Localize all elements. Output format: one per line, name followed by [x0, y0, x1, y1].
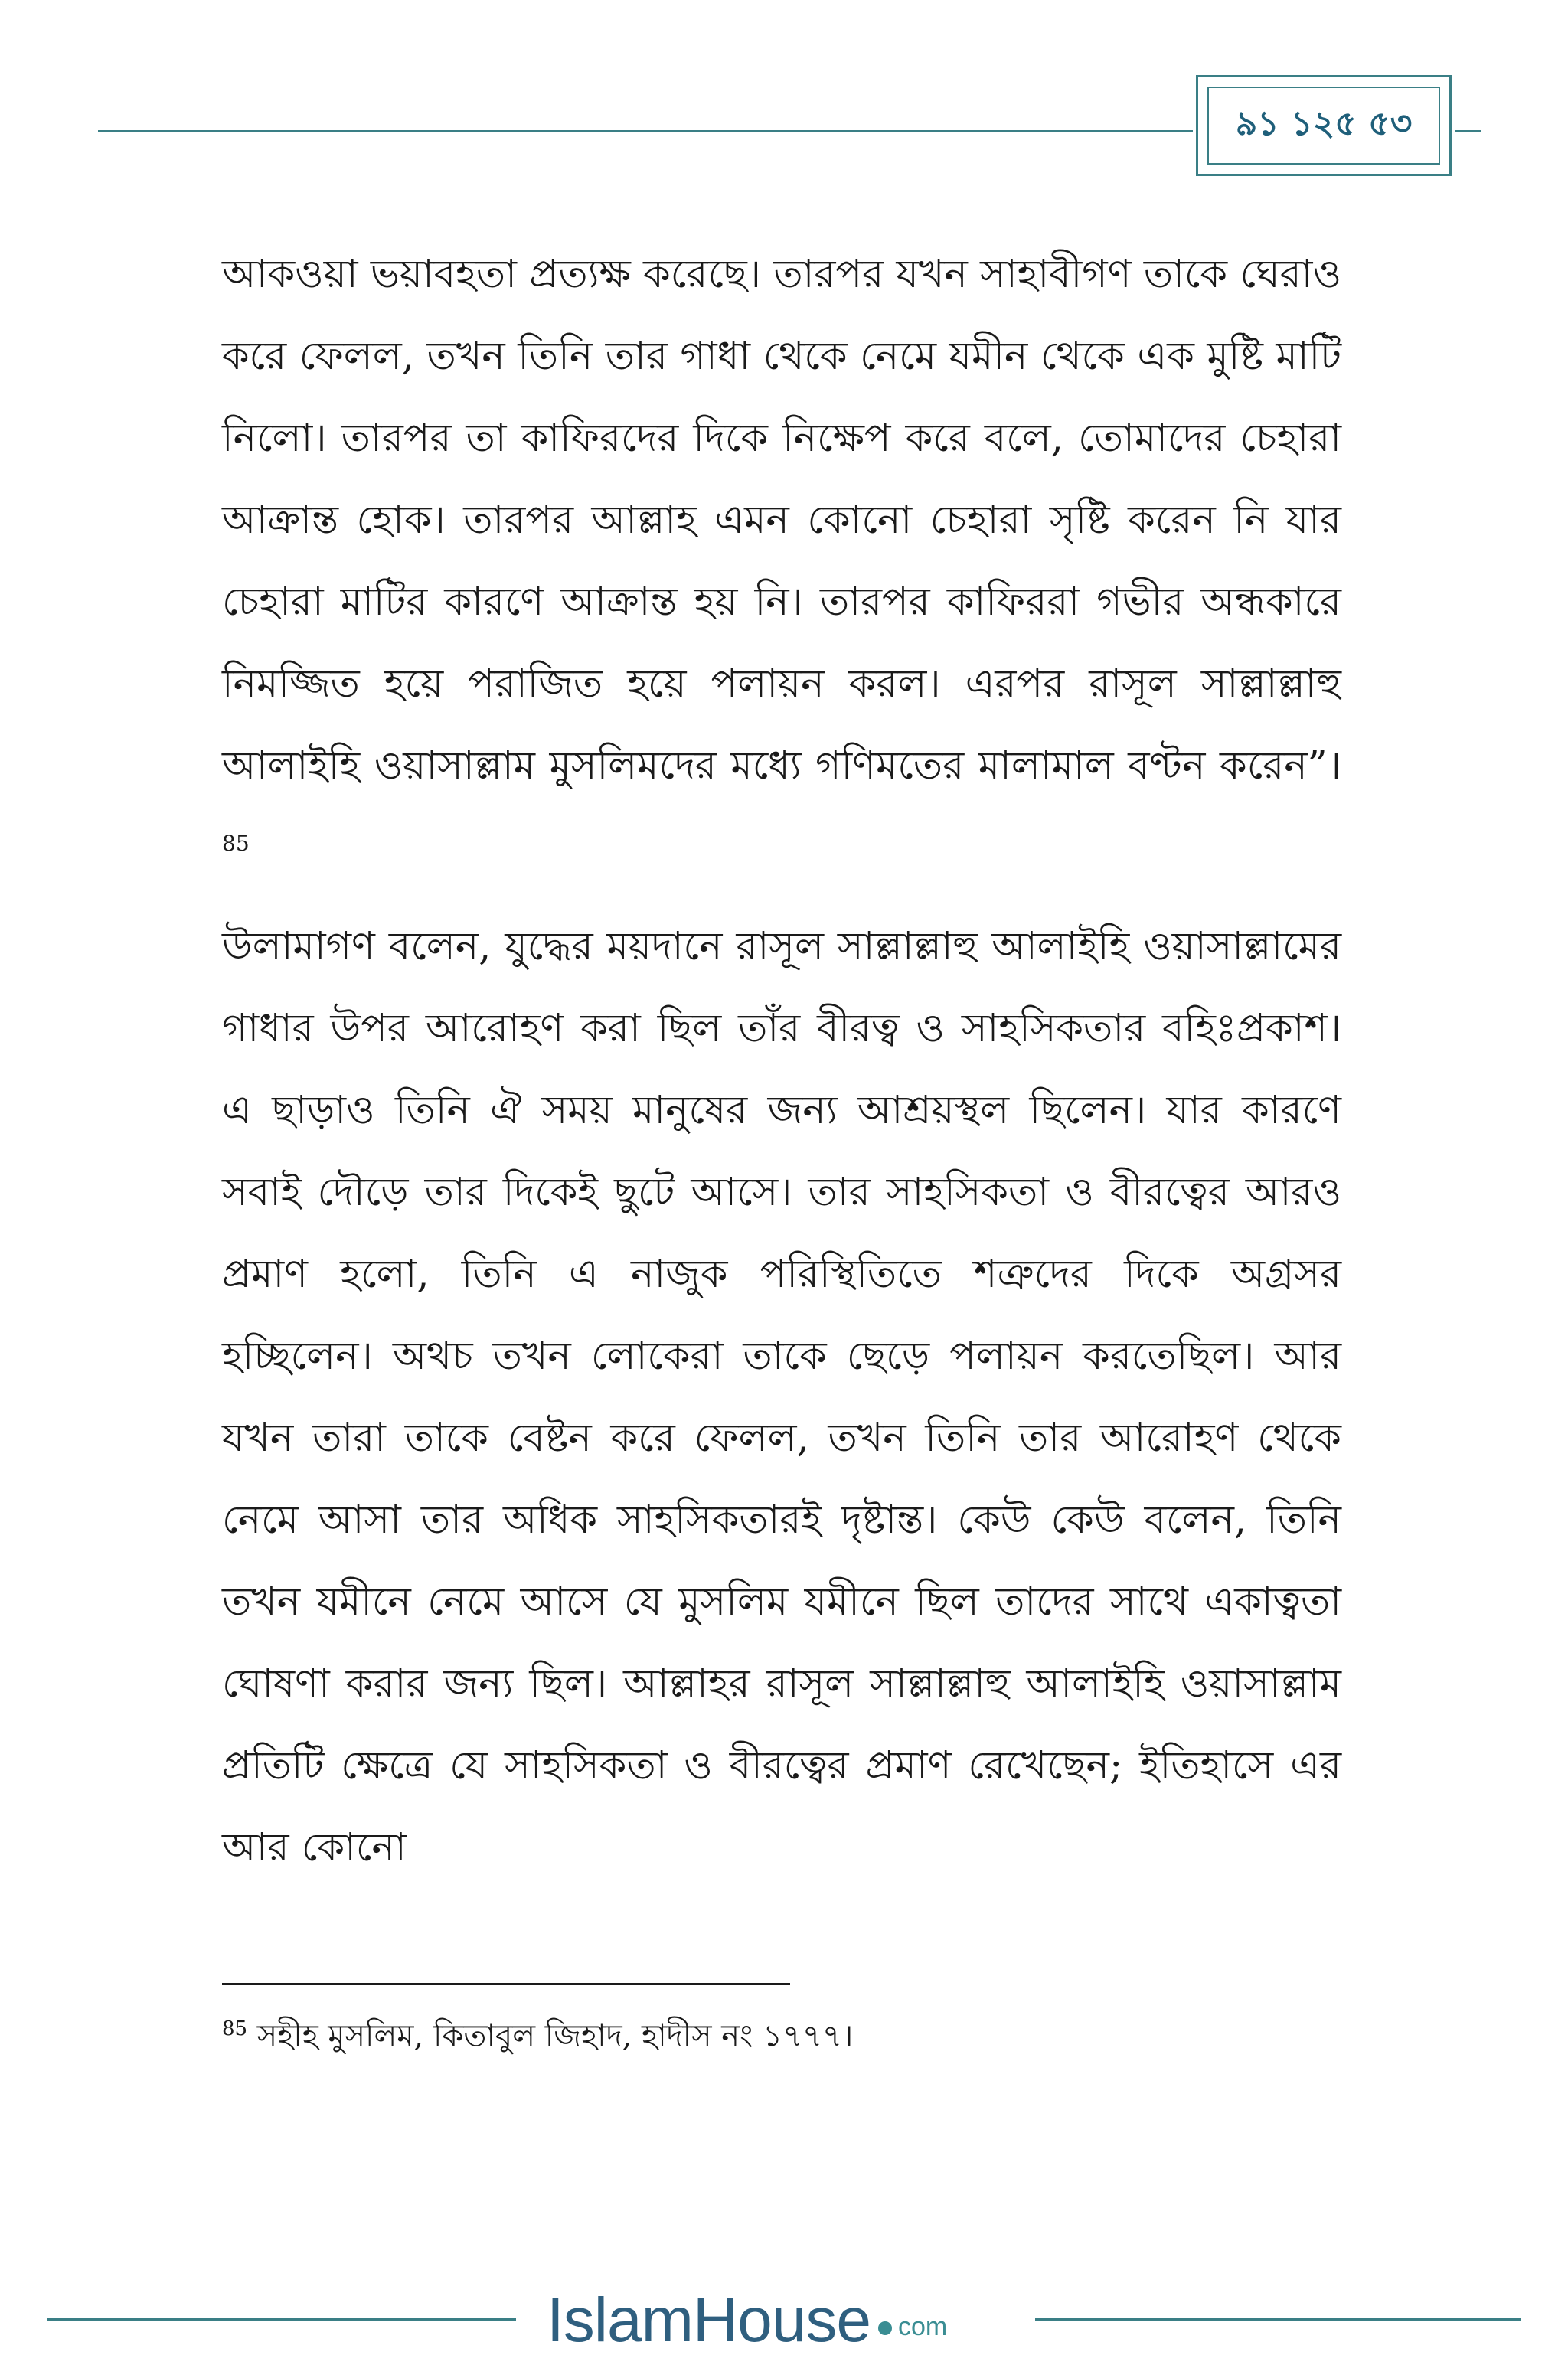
- brand-tld: com: [897, 2312, 948, 2341]
- footer-rule-left: [47, 2318, 516, 2321]
- paragraph-2-text: উলামাগণ বলেন, যুদ্ধের ময়দানে রাসূল সাল্লাল্লাহু আলাইহি ওয়াসাল্লামের গাধার উপর আরোহণ করা ছিল তাঁর বীরত্ব ও সাহসিকতার বহিঃপ্রকাশ। এ ছাড়াও তিনি ঐ সময় মানুষের জন্য আশ্রয়স্থল ছিলেন। যার কারণে সবাই দৌড়ে তার দিকেই ছুটে আসে। তার সাহসিকতা ও বীরত্বের আরও প্রমাণ হলো, তিনি এ নাজুক পরিস্থিতিতে শত্রুদের দিকে অগ্রসর হচ্ছিলেন। অথচ তখন লোকেরা তাকে ছেড়ে পলায়ন করতেছিল। আর যখন তারা তাকে বেষ্টন করে ফেলল, তখন তিনি তার আরোহণ থেকে নেমে আসা তার অধিক সাহসিকতারই দৃষ্টান্ত। কেউ কেউ বলেন, তিনি তখন যমীনে নেমে আসে যে মুসলিম যমীনে ছিল তাদের সাথে একাত্বতা ঘোষণা করার জন্য ছিল। আল্লাহর রাসূল সাল্লাল্লাহু আলাইহি ওয়াসাল্লাম প্রতিটি ক্ষেত্রে যে সাহসিকতা ও বীরত্বের প্রমাণ রেখেছেন; ইতিহাসে এর আর কোনো: [222, 924, 1341, 1870]
- footnote-reference[interactable]: 85: [222, 831, 250, 856]
- paragraph-1-text: আকওয়া ভয়াবহতা প্রত্যক্ষ করেছে। তারপর যখন সাহাবীগণ তাকে ঘেরাও করে ফেলল, তখন তিনি তার গাধা থেকে নেমে যমীন থেকে এক মুষ্টি মাটি নিলো। তারপর তা কাফিরদের দিকে নিক্ষেপ করে বলে, তোমাদের চেহারা আক্রান্ত হোক। তারপর আল্লাহ এমন কোনো চেহারা সৃষ্টি করেন নি যার চেহারা মাটির কারণে আক্রান্ত হয় নি। তারপর কাফিররা গভীর অন্ধকারে নিমজ্জিত হয়ে পরাজিত হয়ে পলায়ন করল। এরপর রাসূল সাল্লাল্লাহু আলাইহি ওয়াসাল্লাম মুসলিমদের মধ্যে গণিমতের মালামাল বণ্টন করেন”।: [222, 252, 1341, 789]
- page-number: ৯১ ১২৫ ৫৩: [1235, 103, 1413, 143]
- page-body: [222, 234, 1341, 1889]
- footnote: [222, 2006, 1341, 2059]
- paragraph-1: [222, 234, 1341, 889]
- header-rule-right: [1455, 130, 1481, 132]
- brand-dot-icon: [878, 2321, 892, 2335]
- brand-name: IslamHouse: [547, 2285, 871, 2355]
- islamhouse-logo[interactable]: [547, 2268, 948, 2355]
- footnote-text: সহীহ মুসলিম, কিতাবুল জিহাদ, হাদীস নং ১৭৭৭।: [247, 2018, 854, 2054]
- page-number-frame: [1207, 87, 1440, 165]
- header-rule-left: [98, 130, 1193, 132]
- page-number-box: [1196, 75, 1452, 176]
- footnote-separator: [222, 1983, 790, 1985]
- footnote-number: 85: [222, 2017, 248, 2040]
- paragraph-2: [222, 906, 1341, 1889]
- footer-rule-right: [1035, 2318, 1521, 2321]
